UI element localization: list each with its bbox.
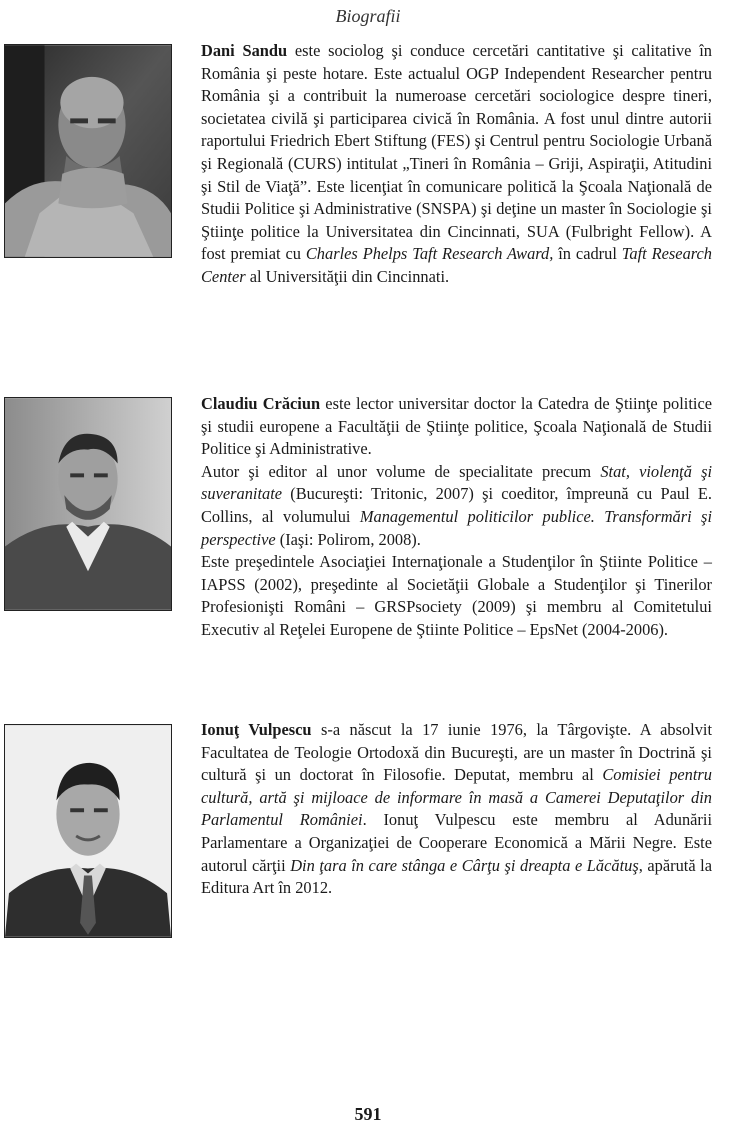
portrait-man-hands-clasped-icon — [5, 45, 171, 257]
portrait-man-suit-icon — [5, 398, 171, 610]
portrait-photo — [4, 44, 172, 258]
bio-name: Dani Sandu — [201, 41, 288, 60]
portrait-photo — [4, 397, 172, 611]
page-number: 591 — [354, 1104, 382, 1124]
portrait-photo — [4, 724, 172, 938]
portrait-man-tie-icon — [5, 725, 171, 937]
bio-paragraph: Autor şi editor al unor volume de specialitate precum Stat, violenţă şi suveranitate (Bucureşti: Tritonic, 2007) şi coeditor, împreună cu Paul E. Collins, al volumului Managementul politicilor publice. Transformări şi perspective (Iaşi: Polirom, 2008). — [201, 461, 712, 549]
running-header: Biografii — [335, 6, 401, 26]
bio-paragraph: Dani Sandu este sociolog şi conduce cercetări cantitative şi calitative în România şi peste hotare. Este actualul OGP Independent Researcher pentru România şi a contribuit la numeroase cercetări sociologice despre tineri, societatea civilă şi participarea civică în România. A fost unul dintre autorii raportului Friedrich Ebert Stiftung (FES) şi Centrul pentru Sociologie Urbană şi Regională (CURS) intitulat „Tineri în România – Griji, Aspiraţii, Atitudini şi Stil de Viaţă”. Este licenţiat în comunicare politică la Şcoala Naţională de Studii Politice şi Administrative (SNSPA) şi deţine un master în Sociologie şi Ştiinţe politice la Universitatea din Cincinnati, SUA (Fulbright Fellow). A fost premiat cu Charles Phelps Taft Research Award, în cadrul Taft Research Center al Universităţii din Cincinnati. — [201, 41, 713, 286]
bio-name: Ionuţ Vulpescu — [201, 720, 312, 739]
bio-paragraph: Este preşedintele Asociaţiei Internaţionale a Studenţilor în Ştiinte Politice – IAPSS (2002), preşedinte al Societăţii Globale a Studenţilor şi Tinerilor Profesionişti Români – GRSPsociety (2009) şi membru al Comitetului Executiv al Reţelei Europene de Ştiinte Politice – EpsNet (2004-2006). — [201, 552, 712, 639]
bio-paragraph: Claudiu Crăciun este lector universitar doctor la Catedra de Ştiinţe politice şi studii europene a Facultăţii de Ştiinţe politice, Şcoala Naţională de Studii Politice şi Administrative. — [201, 394, 713, 459]
bio-paragraph: Ionuţ Vulpescu s-a născut la 17 iunie 1976, la Târgovişte. A absolvit Facultatea de Teologie Ortodoxă din Bucureşti, are un master în Doctrină şi cultură şi un doctorat în Filosofie. Deputat, membru al Comisiei pentru cultură, artă şi mijloace de informare în masă a Camerei Deputaţilor din Parlamentul României. Ionuţ Vulpescu este membru al Adunării Parlamentare a Organizaţiei de Cooperare Economică a Mării Negre. Este autorul cărţii Din ţara în care stânga e Cârţu şi dreapta e Lăcătuş, apărută la Editura Art în 2012. — [201, 720, 713, 898]
bio-name: Claudiu Crăciun — [201, 394, 321, 413]
